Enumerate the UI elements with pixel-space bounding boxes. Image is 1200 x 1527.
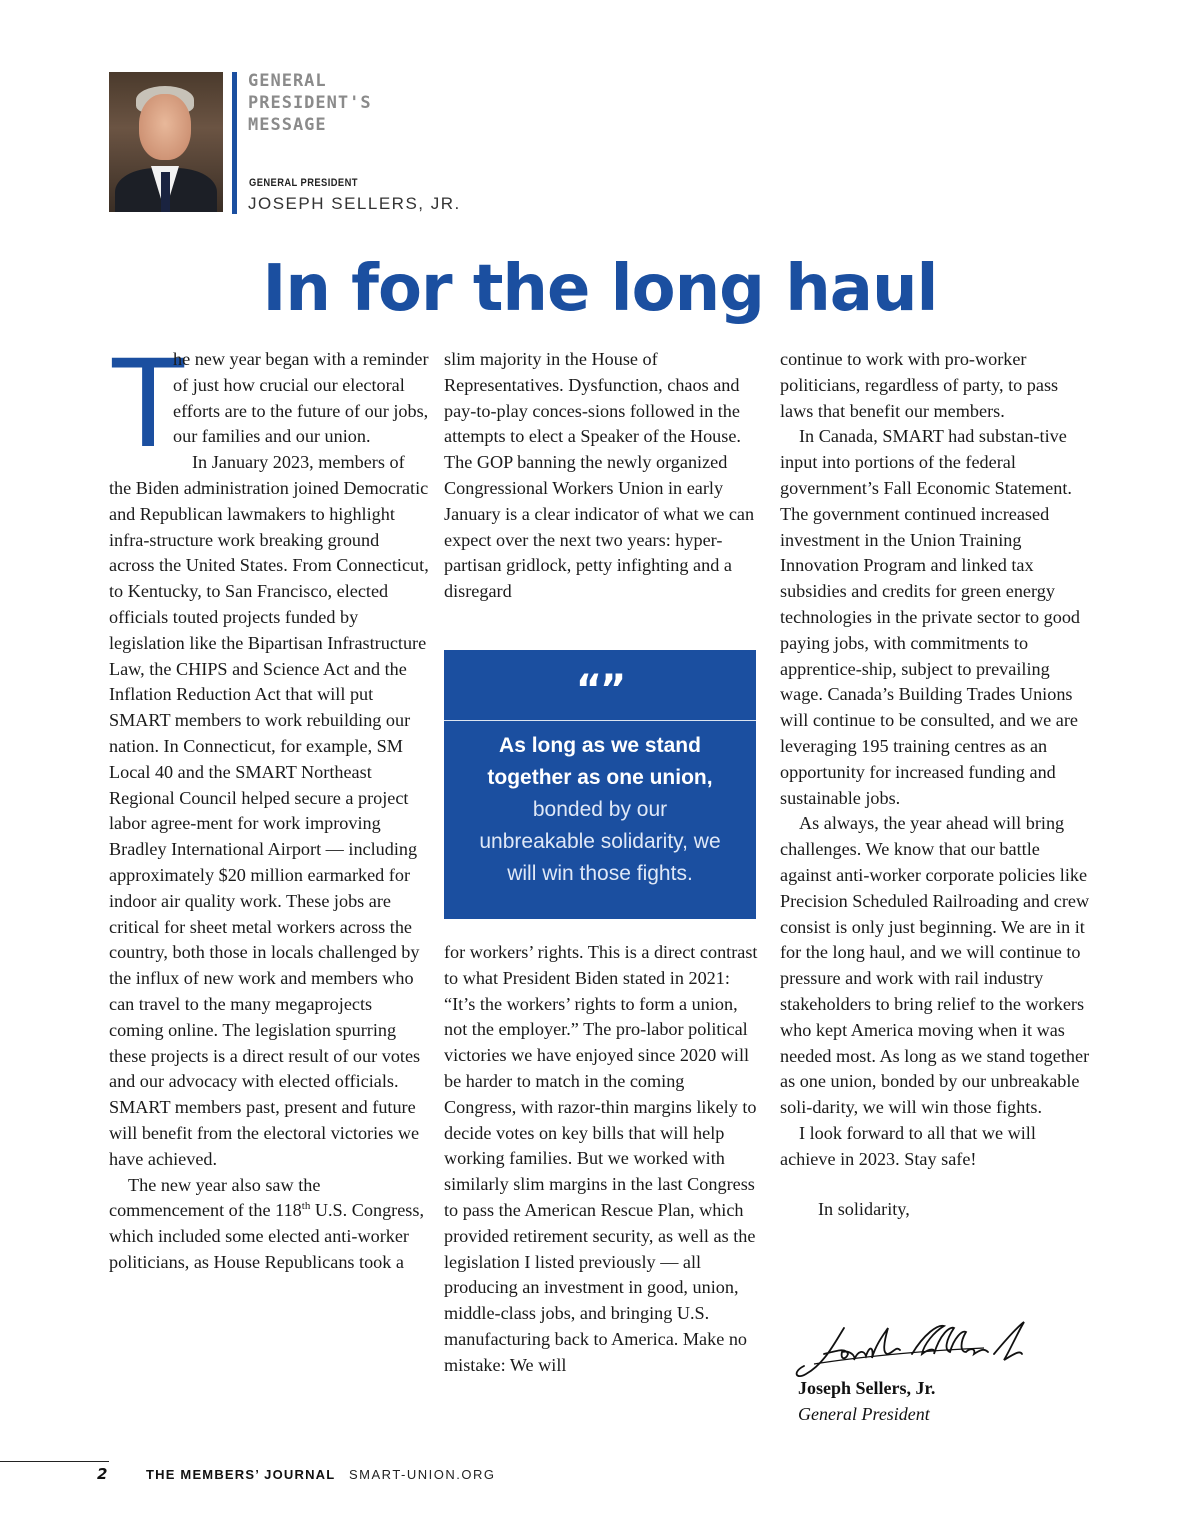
kicker-line-2: PRESIDENT'S	[248, 93, 372, 113]
article-column-2-bottom	[444, 940, 760, 1379]
pull-quote-light: bonded by our unbreakable solidarity, we will win those fights.	[479, 798, 721, 885]
section-kicker	[248, 70, 372, 136]
author-name: JOSEPH SELLERS, JR.	[248, 194, 461, 213]
article-headline: In for the long haul	[262, 252, 938, 326]
pull-quote-box	[444, 650, 756, 919]
signatory-name: Joseph Sellers, Jr.	[798, 1378, 936, 1398]
paragraph: for workers’ rights. This is a direct contrast to what President Biden stated in 2021: “It’s the workers’ rights to form a union, not the employer.” The pro-labor political victories we have enjoyed since 2020 will be harder to match in the coming Congress, with razor-thin margins likely to decide votes on key bills that will help working families. But we worked with similarly slim margins in the last Congress to pass the American Rescue Plan, which provided retirement security, as well as the legislation I listed previously — all producing an investment in good, union, middle-class jobs, and bringing U.S. manufacturing back to America. Make no mistake: We will	[444, 942, 758, 1375]
paragraph: As always, the year ahead will bring challenges. We know that our battle against anti-worker corporate policies like Precision Scheduled Railroading and crew consist is only just beginning. We are in it for the long haul, and we will continue to pressure and work with rail industry stakeholders to bring relief to the workers who kept America moving when it was needed most. As long as we stand together as one union, bonded by our unbreakable soli-darity, we will win those fights.	[780, 813, 1090, 1118]
paragraph	[109, 1173, 429, 1276]
publication-name: THE MEMBERS’ JOURNAL	[146, 1467, 336, 1482]
footer-rule	[0, 1461, 109, 1462]
president-portrait-photo	[109, 72, 223, 212]
pull-quote-strong: As long as we stand together as one union,	[487, 734, 713, 789]
article-column-2-top	[444, 347, 760, 605]
signatory-title: General President	[798, 1404, 930, 1424]
paragraph-text: U.S. Congress, which included some elected anti-worker politicians, as House Republicans took a	[109, 1200, 425, 1272]
paragraph: In January 2023, members of the Biden administration joined Democratic and Republican lawmakers to highlight infra-structure work breaking ground across the United States. From Connecticut, to Kentucky, to San Francisco, elected officials touted projects funded by legislation like the Bipartisan Infrastructure Law, the CHIPS and Science Act and the Inflation Reduction Act that will put SMART members to work rebuilding our nation. In Connecticut, for example, SM Local 40 and the SMART Northeast Regional Council helped secure a project labor agree-ment for work improving Bradley International Airport — including approximately $20 million earmarked for indoor air quality work. These jobs are critical for sheet metal workers across the country, both those in locals challenged by the influx of new work and members who can travel to the many megaprojects coming online. The legislation spurring these projects is a direct result of our votes and our advocacy with elected officials. SMART members past, present and future will benefit from the electoral victories we have achieved.	[109, 452, 429, 1169]
paragraph: continue to work with pro-worker politicians, regardless of party, to pass laws that benefit our members.	[780, 349, 1059, 421]
closing-salutation: In solidarity,	[818, 1198, 910, 1219]
handwritten-signature	[784, 1314, 1044, 1384]
page-number: 2	[97, 1465, 108, 1483]
kicker-line-3: MESSAGE	[248, 115, 327, 135]
author-role: GENERAL PRESIDENT	[249, 177, 358, 189]
lead-text: he new year began with a reminder of just how crucial our electoral efforts are to the future of our jobs, our families and our union.	[173, 349, 429, 447]
ordinal-superscript: th	[301, 1200, 311, 1213]
paragraph: slim majority in the House of Representatives. Dysfunction, chaos and pay-to-play conces-sions followed in the attempts to elect a Speaker of the House. The GOP banning the newly organized Congressional Workers Union in early January is a clear indicator of what we can expect over the next two years: hyper-partisan gridlock, petty infighting and a disregard	[444, 349, 755, 602]
lead-paragraph	[109, 331, 429, 474]
portrait-tie	[161, 172, 170, 212]
header-accent-rule	[232, 72, 237, 214]
paragraph-text: The new year also saw the commencement of the 118	[109, 1174, 321, 1221]
article-column-1	[109, 331, 429, 1276]
drop-cap: T	[109, 331, 188, 474]
quote-marks-icon: “”	[575, 667, 625, 713]
kicker-line-1: GENERAL	[248, 71, 327, 91]
article-column-3	[780, 347, 1095, 1222]
website-link[interactable]: SMART-UNION.ORG	[349, 1467, 496, 1482]
paragraph: I look forward to all that we will achieve in 2023. Stay safe!	[780, 1122, 1036, 1169]
portrait-face	[139, 94, 191, 160]
quote-divider	[444, 720, 756, 721]
paragraph: In Canada, SMART had substan-tive input into portions of the federal government’s Fall Economic Statement. The government continued increased investment in the Union Training Innovation Program and linked tax subsidies and credits for green energy technologies in the private sector to good paying jobs, with commitments to apprentice-ship, subject to prevailing wage. Canada’s Building Trades Unions will continue to be consulted, and we are leveraging 195 training centres as an opportunity for increased funding and sustainable jobs.	[780, 426, 1081, 808]
